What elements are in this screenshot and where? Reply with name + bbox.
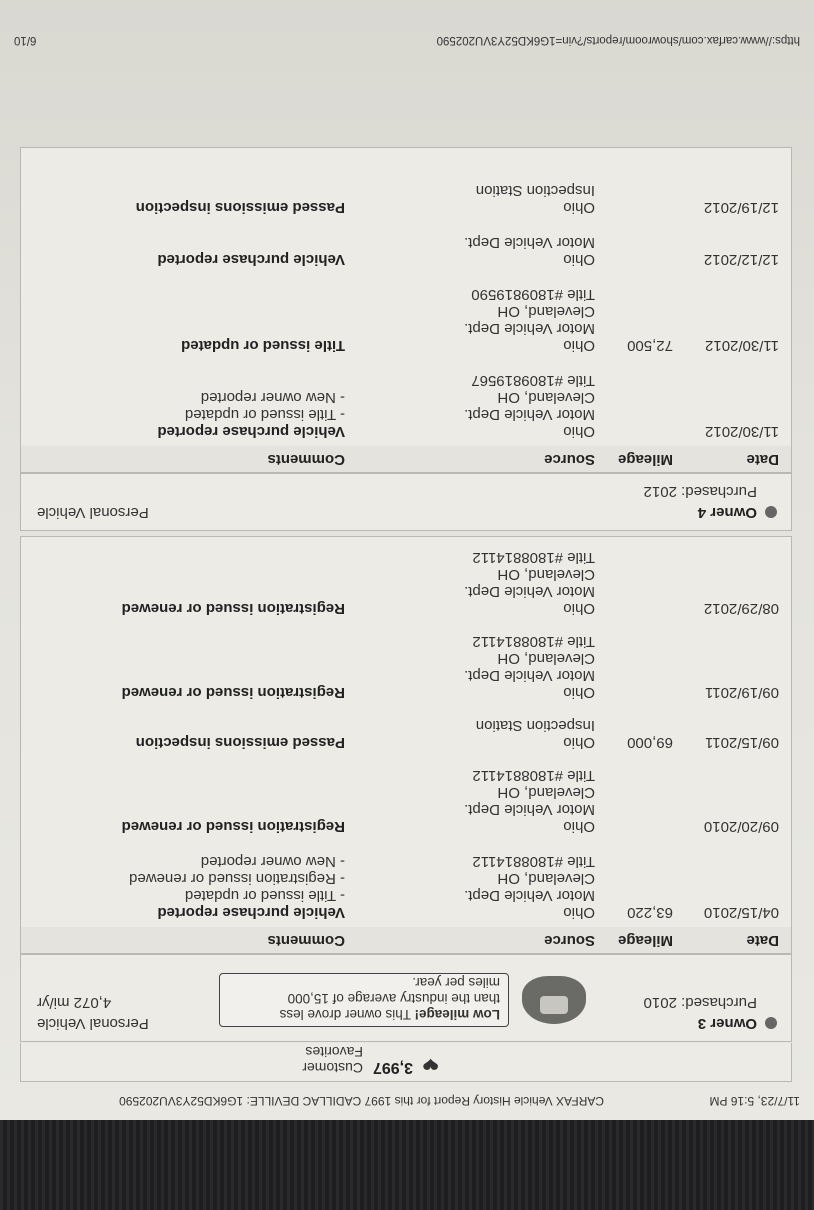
source-line: Title #1808814112 [472,549,595,566]
row-source [464,549,595,617]
favorites-count: 3,997 [372,1059,413,1076]
source-line: Inspection Station [475,717,595,734]
source-line: Ohio [563,251,595,268]
source-line: Motor Vehicle Dept. [464,406,595,423]
comment-head: Registration issued or renewed [121,818,345,835]
comment-line: - Title issued or updated [184,406,345,423]
callout-bold: Low mileage! [414,1007,500,1022]
comment-head: Passed emissions inspection [135,734,345,751]
comment-head: Vehicle purchase reported [157,251,345,268]
print-datetime: 11/7/23, 5:16 PM [709,1094,800,1108]
source-line: Ohio [563,600,595,617]
row-date: 04/15/2010 [703,904,779,921]
table-row [20,359,792,446]
row-comments [136,734,345,751]
row-comments [122,818,345,835]
source-line: Inspection Station [475,182,595,199]
source-line: Motor Vehicle Dept. [464,234,595,251]
row-date: 09/15/2011 [705,734,779,751]
comment-line: - Registration issued or renewed [129,870,345,887]
source-line: Ohio [563,337,595,354]
row-date: 12/12/2012 [703,251,779,268]
table-row [20,221,792,274]
heart-icon: ❤ [422,1052,439,1074]
low-mileage-callout [219,973,509,1027]
comment-head: Title issued or updated [181,337,345,354]
col-date: Date [746,932,779,949]
table-row [20,840,792,927]
col-comments: Comments [267,932,345,949]
row-source [464,633,595,701]
table-row [20,622,792,707]
row-comments [136,199,345,216]
source-line: Motor Vehicle Dept. [464,320,595,337]
row-date: 11/30/2012 [705,423,779,440]
source-line: Title #1808814112 [472,853,595,870]
source-line: Cleveland, OH [497,784,595,801]
person-icon [765,1017,777,1029]
row-comments [157,389,345,440]
row-source [464,234,595,268]
row-date: 12/19/2012 [703,199,779,216]
owner-4-table-header [20,445,792,473]
source-line: Title #1809819567 [471,372,595,389]
callout-text-3: miles per year. [412,975,500,990]
row-source [464,286,595,354]
owner-3-title: Owner 3 [697,1015,757,1032]
row-date: 09/20/2010 [703,818,779,835]
row-mileage: 69,000 [627,734,673,751]
comment-head: Registration issued or renewed [121,684,345,701]
col-mileage: Mileage [617,932,673,949]
owner-4-title: Owner 4 [697,504,757,521]
source-line: Title #1809819590 [471,286,595,303]
comment-head: Passed emissions inspection [135,199,345,216]
row-source [476,182,595,216]
row-source [476,717,595,751]
row-comments [122,684,345,701]
row-comments [122,600,345,617]
table-row [20,536,792,623]
page-number: 6/10 [14,34,37,46]
person-icon [765,506,777,518]
carfax-badge-icon [522,976,586,1024]
source-line: Motor Vehicle Dept. [464,887,595,904]
source-line: Motor Vehicle Dept. [464,583,595,600]
source-line: Cleveland, OH [497,566,595,583]
row-comments [157,251,345,268]
table-row [20,706,792,757]
comment-head: Registration issued or renewed [121,600,345,617]
owner-4-purchased: Purchased: 2012 [643,483,757,500]
col-source: Source [544,932,595,949]
source-line: Motor Vehicle Dept. [464,667,595,684]
owner-4-summary [20,473,792,531]
favorites-box [20,1043,792,1082]
favorites-label-line1: Customer [302,1060,363,1076]
table-bottom-edge [20,147,792,170]
comment-head: Vehicle purchase reported [157,423,345,440]
report-url: https://www.carfax.com/showroom/reports/?vin=1G6KD52Y3VU202590 [436,34,800,46]
comment-line: - Title issued or updated [184,887,345,904]
owner-3-vehicle-type: Personal Vehicle [37,1015,149,1032]
source-line: Cleveland, OH [497,303,595,320]
row-date: 11/30/2012 [705,337,779,354]
comment-head: Vehicle purchase reported [157,904,345,921]
source-line: Cleveland, OH [497,650,595,667]
owner-3-table-header [20,926,792,954]
row-source [464,372,595,440]
source-line: Ohio [563,818,595,835]
comment-line: - New owner reported [200,853,345,870]
row-source [464,853,595,921]
row-comments [181,337,345,354]
callout-text-2: than the industry average of 15,000 [287,991,500,1006]
row-source [464,767,595,835]
report-title: CARFAX Vehicle History Report for this 1997 CADILLAC DEVILLE: 1G6KD52Y3VU202590 [119,1094,604,1108]
source-line: Cleveland, OH [497,870,595,887]
col-source: Source [544,451,595,468]
col-mileage: Mileage [617,451,673,468]
row-comments [129,853,345,921]
row-mileage: 72,500 [627,337,673,354]
source-line: Ohio [563,423,595,440]
source-line: Cleveland, OH [497,389,595,406]
owner-4-vehicle-type: Personal Vehicle [37,504,149,521]
source-line: Ohio [563,199,595,216]
source-line: Title #1808814112 [472,767,595,784]
owner-3-purchased: Purchased: 2010 [643,994,757,1011]
col-comments: Comments [267,451,345,468]
source-line: Motor Vehicle Dept. [464,801,595,818]
source-line: Ohio [563,904,595,921]
comment-line: - New owner reported [200,389,345,406]
row-mileage: 63,220 [627,904,673,921]
row-date: 08/29/2012 [703,600,779,617]
source-line: Title #1808814112 [472,633,595,650]
source-line: Ohio [563,684,595,701]
favorites-label [302,1044,363,1076]
callout-text-1: This owner drove less [279,1007,415,1022]
table-row [20,273,792,360]
owner-3-mileage-rate: 4,072 mi/yr [37,994,112,1011]
col-date: Date [746,451,779,468]
table-row [20,756,792,841]
source-line: Ohio [563,734,595,751]
favorites-label-line2: Favorites [305,1044,363,1060]
owner-3-summary [20,954,792,1042]
row-date: 09/19/2011 [705,684,779,701]
table-row [20,169,792,222]
